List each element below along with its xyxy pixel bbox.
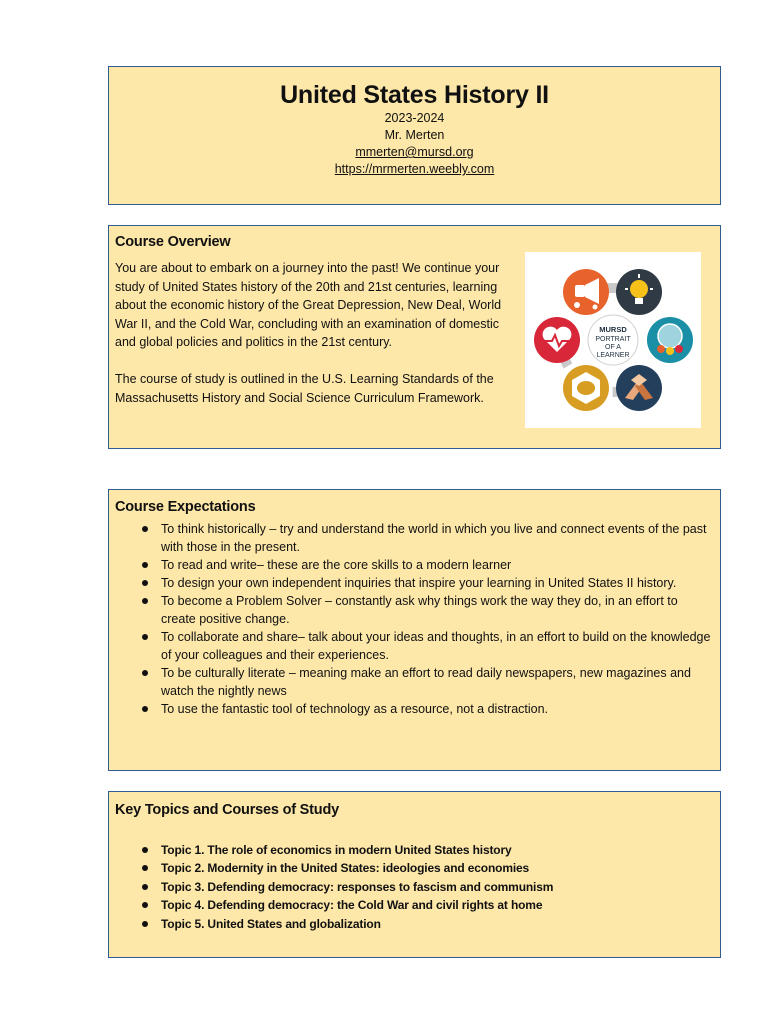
overview-paragraph-1: You are about to embark on a journey into the past! We continue your study of United States history of the 20th and 21st centuries, learning about the economic history of the Great Depression, New Deal, World War II, and the Cold War, concluding with an examination of domestic and global policies and politics in the 21st century. <box>115 261 502 349</box>
list-item: To think historically – try and understand the world in which you live and connect events of the past with those in the present. <box>161 520 712 556</box>
list-item: Topic 4. Defending democracy: the Cold War and civil rights at home <box>161 896 553 914</box>
portrait-of-a-learner-image <box>525 252 701 428</box>
list-item: To use the fantastic tool of technology as a resource, not a distraction. <box>161 700 712 718</box>
list-item: To become a Problem Solver – constantly ask why things work the way they do, in an effort to create positive change. <box>161 592 712 628</box>
list-item: To collaborate and share– talk about your ideas and thoughts, in an effort to build on the knowledge of your colleagues and their experiences. <box>161 630 711 662</box>
portrait-label-line-4: LEARNER <box>596 352 630 359</box>
course-header-box <box>108 66 721 205</box>
list-item: Topic 5. United States and globalization <box>161 915 553 933</box>
communication-icon <box>563 269 609 315</box>
global-community-icon <box>647 317 693 363</box>
portrait-label-line-1: MURSD <box>599 325 627 334</box>
overview-paragraph-2: The course of study is outlined in the U.S. Learning Standards of the Massachusetts History and Social Science Curriculum Framework. <box>115 372 494 405</box>
list-item: Topic 3. Defending democracy: responses to fascism and communism <box>161 878 553 896</box>
list-item: To design your own independent inquiries that inspire your learning in United States II history. <box>161 574 712 592</box>
overview-text <box>115 259 520 407</box>
course-expectations-box <box>108 489 721 771</box>
topics-heading: Key Topics and Courses of Study <box>115 802 339 818</box>
teacher-email-link[interactable]: mmerten@mursd.org <box>355 145 474 159</box>
portrait-label-line-2: PORTRAIT <box>595 336 631 343</box>
course-title: United States History II <box>280 81 549 109</box>
heart-icon <box>534 317 580 363</box>
topics-list <box>109 841 561 933</box>
expectations-heading: Course Expectations <box>115 499 256 515</box>
teacher-name: Mr. Merten <box>384 128 445 142</box>
list-item: To be culturally literate – meaning make an effort to read daily newspapers, new magazines and watch the nightly news <box>161 664 712 700</box>
brain-icon <box>563 365 609 411</box>
lightbulb-icon <box>616 269 662 315</box>
portrait-label-line-3: OF A <box>605 344 621 351</box>
overview-heading: Course Overview <box>115 234 231 250</box>
list-item: Topic 2. Modernity in the United States: ideologies and economies <box>161 859 553 877</box>
list-item: Topic 1. The role of economics in modern United States history <box>161 841 553 859</box>
list-item: To read and write– these are the core skills to a modern learner <box>161 556 712 574</box>
school-year: 2023-2024 <box>384 111 445 125</box>
collaboration-icon <box>616 365 662 411</box>
expectations-list <box>109 520 720 718</box>
course-overview-box <box>108 225 721 449</box>
class-website-link[interactable]: https://mrmerten.weebly.com <box>334 162 495 176</box>
key-topics-box <box>108 791 721 958</box>
